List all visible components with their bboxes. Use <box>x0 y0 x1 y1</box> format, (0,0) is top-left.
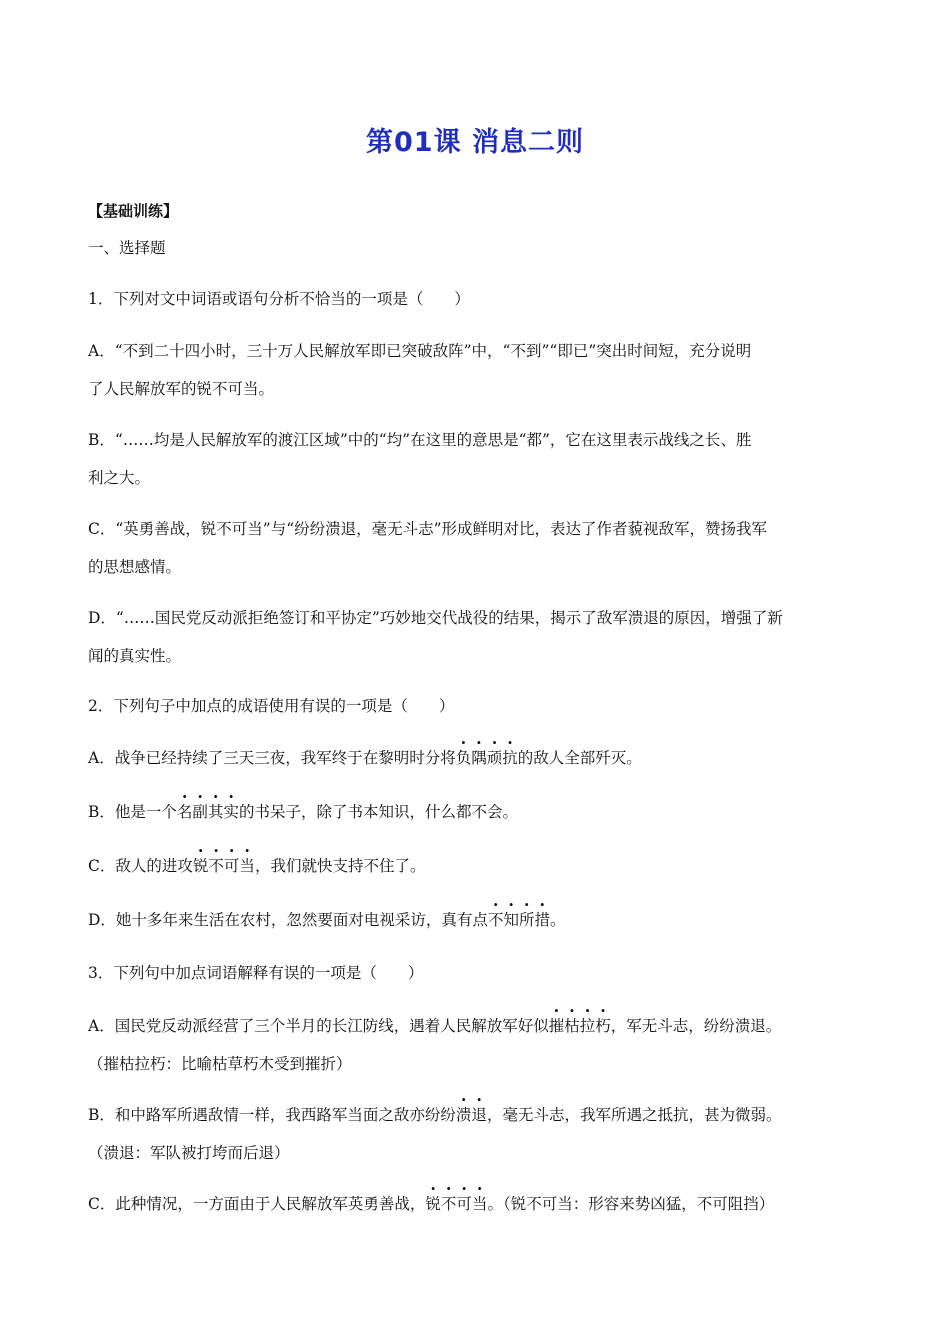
emphasis-char: 副 <box>192 803 208 821</box>
emphasis-char: 名 <box>176 803 193 821</box>
emphasis-char: 当 <box>239 857 255 875</box>
dotted-idiom <box>488 911 550 929</box>
q1-option-d-line2: 闻的真实性。 <box>88 647 182 665</box>
question-3-stem: 3．下列句中加点词语解释有误的一项是（ ） <box>88 964 424 982</box>
emphasis-char: 不 <box>487 911 504 929</box>
q1-option-a-line2: 了人民解放军的锐不可当。 <box>88 380 275 398</box>
q2-option-d: D．她十多年来生活在农村，忽然要面对电视采访，真有点不知所措。 <box>88 908 868 932</box>
emphasis-char: 知 <box>503 911 519 929</box>
q1-option-a-line1: A．“不到二十四小时，三十万人民解放军即已突破敌阵”中，“不到”“即已”突出时间短，充分说明 <box>88 342 752 360</box>
q2-option-b: B．他是一个名副其实的书呆子，除了书本知识，什么都不会。 <box>88 800 868 824</box>
emphasis-char: 退 <box>471 1106 487 1124</box>
emphasis-char: 锐 <box>192 857 209 875</box>
emphasis-char: 负 <box>455 749 472 767</box>
q3-option-c: C．此种情况，一方面由于人民解放军英勇善战，锐不可当。（锐不可当：形容来势凶猛，不可阻挡） <box>88 1192 868 1216</box>
emphasis-char: 所 <box>518 911 535 929</box>
emphasis-char: 摧 <box>548 1017 565 1035</box>
part-label: 一、选择题 <box>88 239 166 257</box>
q1-option-b-line1: B．“……均是人民解放军的渡江区域”中的“均”在这里的意思是“都”，它在这里表示战线之长、胜 <box>88 431 752 449</box>
emphasis-char: 其 <box>207 803 224 821</box>
q1-option-c-line2: 的思想感情。 <box>88 558 182 576</box>
emphasis-char: 溃 <box>455 1106 472 1124</box>
q2-option-c: C．敌人的进攻锐不可当，我们就快支持不住了。 <box>88 854 868 878</box>
q3-option-b-note: （溃退：军队被打垮而后退） <box>88 1144 290 1162</box>
emphasis-char: 不 <box>440 1195 457 1213</box>
q3-option-b: B．和中路军所遇敌情一样，我西路军当面之敌亦纷纷溃退，毫无斗志，我军所遇之抵抗，甚为微弱。 <box>88 1103 868 1127</box>
question-1-stem: 1．下列对文中词语或语句分析不恰当的一项是（ ） <box>88 290 470 308</box>
emphasis-char: 枯 <box>564 1017 580 1035</box>
emphasis-char: 可 <box>223 857 240 875</box>
dotted-term <box>456 1106 487 1124</box>
emphasis-char: 隅 <box>471 749 487 767</box>
question-2-stem: 2．下列句子中加点的成语使用有误的一项是（ ） <box>88 697 455 715</box>
q1-option-d-line1: D．“……国民党反动派拒绝签订和平协定”巧妙地交代战役的结果，揭示了敌军溃退的原因，增强了新 <box>88 609 783 627</box>
emphasis-char: 措 <box>534 911 550 929</box>
emphasis-char: 当 <box>471 1195 488 1213</box>
dotted-idiom <box>456 749 518 767</box>
section-heading: 【基础训练】 <box>88 202 179 220</box>
q1-option-c-line1: C．“英勇善战，锐不可当”与“纷纷溃退，毫无斗志”形成鲜明对比，表达了作者藐视敌军，赞扬我军 <box>88 520 768 538</box>
dotted-term <box>425 1195 487 1213</box>
dotted-idiom <box>193 857 255 875</box>
q2-option-a: A．战争已经持续了三天三夜，我军终于在黎明时分将负隅顽抗的敌人全部歼灭。 <box>88 746 868 770</box>
emphasis-char: 朽 <box>595 1017 611 1035</box>
dotted-idiom <box>177 803 239 821</box>
emphasis-char: 锐 <box>425 1195 441 1213</box>
emphasis-char: 抗 <box>502 749 518 767</box>
page-title: 第01课 消息二则 <box>366 127 584 158</box>
q3-option-a: A．国民党反动派经营了三个半月的长江防线，遇着人民解放军好似摧枯拉朽，军无斗志，纷纷溃退。 <box>88 1014 868 1038</box>
q1-option-b-line2: 利之大。 <box>88 469 151 487</box>
emphasis-char: 可 <box>456 1195 472 1213</box>
dotted-term <box>549 1017 611 1035</box>
q3-option-a-note: （摧枯拉朽：比喻枯草朽木受到摧折） <box>88 1055 352 1073</box>
emphasis-char: 顽 <box>486 749 503 767</box>
emphasis-char: 拉 <box>579 1017 596 1035</box>
emphasis-char: 实 <box>223 803 239 821</box>
emphasis-char: 不 <box>208 857 224 875</box>
